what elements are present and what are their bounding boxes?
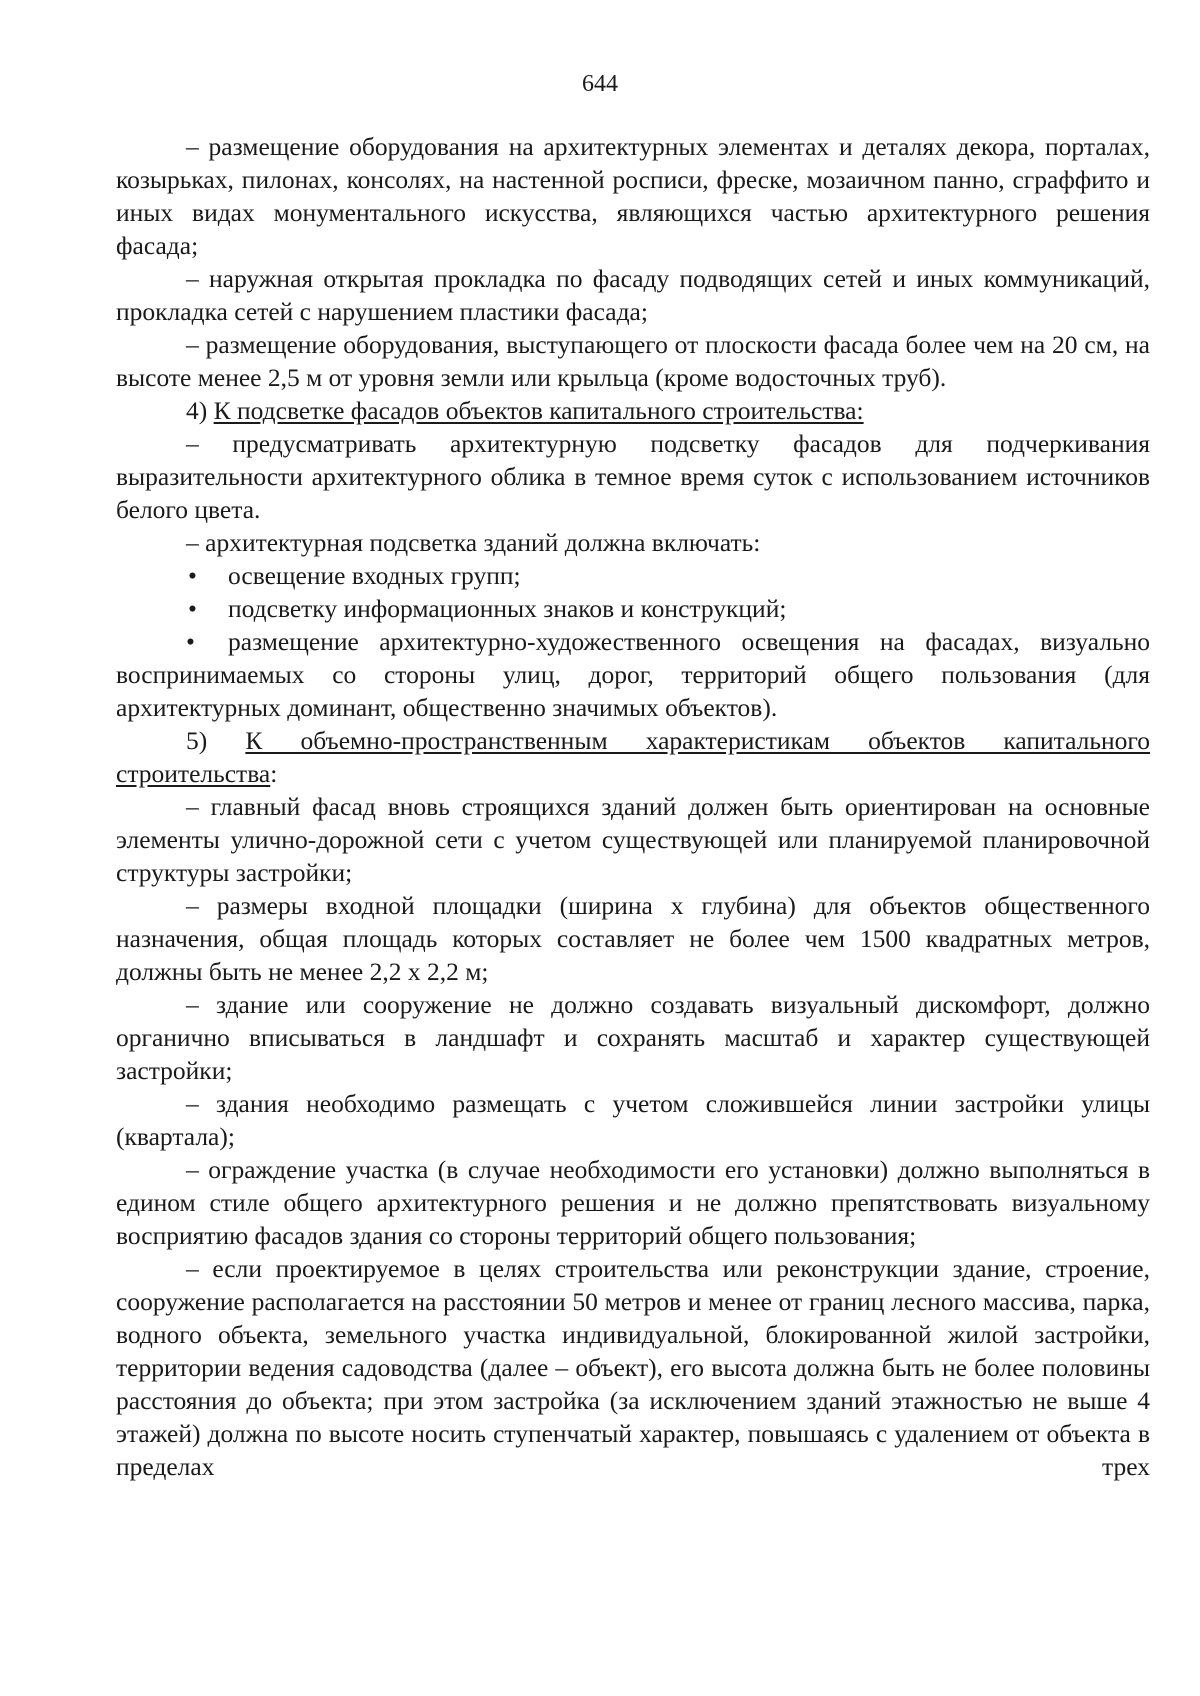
- paragraph: – главный фасад вновь строящихся зданий должен быть ориентирован на основные элементы улично-дорожной сети с учетом существующей или планируемой планировочной структуры застройки;: [116, 792, 1150, 887]
- document-body: [116, 130, 1150, 1483]
- paragraph: – наружная открытая прокладка по фасаду подводящих сетей и иных коммуникаций, прокладка сетей с нарушением пластики фасада;: [116, 264, 1150, 326]
- section-suffix: :: [270, 759, 278, 788]
- section-heading-4: [116, 394, 1150, 427]
- bullet-text: освещение входных групп;: [228, 561, 521, 590]
- bullet-text: подсветку информационных знаков и конструкций;: [228, 594, 787, 623]
- bullet-marker: •: [188, 594, 197, 623]
- bullet-item: [116, 592, 1150, 625]
- paragraph: – размеры входной площадки (ширина х глубина) для объектов общественного назначения, общая площадь которых составляет не более чем 1500 квадратных метров, должны быть не менее 2,2 х 2,2 м;: [116, 891, 1150, 986]
- bullet-item: [116, 559, 1150, 592]
- section-title: К подсветке фасадов объектов капитального строительства:: [213, 396, 864, 425]
- section-heading-5: [116, 724, 1150, 790]
- section-title: К объемно-пространственным характеристикам объектов капитального строительства: [116, 726, 1151, 788]
- paragraph: – ограждение участка (в случае необходимости его установки) должно выполняться в едином стиле общего архитектурного решения и не должно препятствовать визуальному восприятию фасадов здания со стороны территорий общего пользования;: [116, 1155, 1150, 1250]
- paragraph: – размещение оборудования, выступающего от плоскости фасада более чем на 20 см, на высоте менее 2,5 м от уровня земли или крыльца (кроме водосточных труб).: [116, 330, 1150, 392]
- page-number: 644: [582, 71, 618, 97]
- section-number: 4): [186, 396, 208, 425]
- bullet-marker: •: [186, 627, 195, 656]
- paragraph: – если проектируемое в целях строительства или реконструкции здание, строение, сооружение располагается на расстоянии 50 метров и менее от границ лесного массива, парка, водного объекта, земельного участка индивидуальной, блокированной жилой застройки, территории ведения садоводства (далее – объект), его высота должна быть не более половины расстояния до объекта; при этом застройка (за исключением зданий этажностью не выше 4 этажей) должна по высоте носить ступенчатый характер, повышаясь с удалением от объекта в пределах трех: [116, 1254, 1150, 1481]
- bullet-item: [116, 625, 1150, 724]
- bullet-text: размещение архитектурно-художественного освещения на фасадах, визуально воспринимаемых со стороны улиц, дорог, территорий общего пользования (для архитектурных доминант, общественно значимых объектов).: [116, 627, 1150, 722]
- paragraph: – размещение оборудования на архитектурных элементах и деталях декора, порталах, козырьках, пилонах, консолях, на настенной росписи, фреске, мозаичном панно, сграффито и иных видах монументального искусства, являющихся частью архитектурного решения фасада;: [116, 132, 1150, 260]
- paragraph: – здания необходимо размещать с учетом сложившейся линии застройки улицы (квартала);: [116, 1089, 1150, 1151]
- bullet-marker: •: [188, 561, 197, 590]
- paragraph: – архитектурная подсветка зданий должна включать:: [186, 528, 761, 557]
- paragraph: – здание или сооружение не должно создавать визуальный дискомфорт, должно органично вписываться в ландшафт и сохранять масштаб и характер существующей застройки;: [116, 990, 1150, 1085]
- paragraph: – предусматривать архитектурную подсветку фасадов для подчеркивания выразительности архитектурного облика в темное время суток с использованием источников белого цвета.: [116, 429, 1150, 524]
- section-number: 5): [186, 726, 208, 755]
